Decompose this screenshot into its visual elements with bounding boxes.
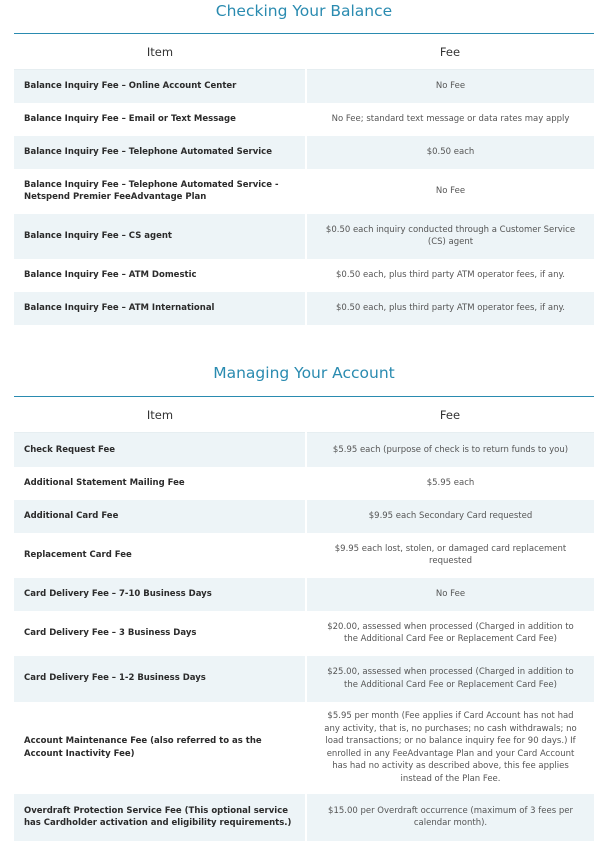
- fee-value: $0.50 each, plus third party ATM operator fees, if any.: [306, 259, 594, 292]
- table-row: [14, 656, 594, 702]
- column-header-fee: Fee: [306, 34, 594, 70]
- fee-value: $0.50 each, plus third party ATM operator fees, if any.: [306, 292, 594, 325]
- fee-value: $5.95 each (purpose of check is to return funds to you): [306, 433, 594, 467]
- fee-item-label: Account Maintenance Fee (also referred to as the Account Inactivity Fee): [14, 702, 306, 794]
- fee-value: No Fee: [306, 578, 594, 611]
- table-header-row: [14, 34, 594, 70]
- fee-item-label: Balance Inquiry Fee – Telephone Automated Service - Netspend Premier FeeAdvantage Plan: [14, 169, 306, 214]
- fee-item-label: Balance Inquiry Fee – Email or Text Message: [14, 103, 306, 136]
- fee-item-label: Overdraft Protection Service Fee (This optional service has Cardholder activation and eligibility requirements.): [14, 794, 306, 841]
- fee-item-label: Card Delivery Fee – 3 Business Days: [14, 611, 306, 656]
- table-row: [14, 578, 594, 611]
- fee-item-label: Additional Card Fee: [14, 500, 306, 533]
- column-header-fee: Fee: [306, 397, 594, 433]
- fee-value: $0.50 each inquiry conducted through a Customer Service (CS) agent: [306, 214, 594, 259]
- fee-item-label: Balance Inquiry Fee – CS agent: [14, 214, 306, 259]
- fee-value: $5.95 per month (Fee applies if Card Account has not had any activity, that is, no purchases; no cash withdrawals; no load transactions; or no balance inquiry fee for 90 days.) If enrolled in any FeeAdvantage Plan and your Card Account has had no activity as described above, this fee applies instead of the Plan Fee.: [306, 702, 594, 794]
- table-row: [14, 702, 594, 794]
- fee-value: $25.00, assessed when processed (Charged in addition to the Additional Card Fee or Replacement Card Fee): [306, 656, 594, 702]
- managing-account-fee-table: [14, 396, 594, 841]
- fee-item-label: Card Delivery Fee – 7-10 Business Days: [14, 578, 306, 611]
- checking-balance-fee-table: [14, 33, 594, 325]
- fee-item-label: Balance Inquiry Fee – Telephone Automated Service: [14, 136, 306, 169]
- fee-item-label: Additional Statement Mailing Fee: [14, 467, 306, 500]
- table-row: [14, 259, 594, 292]
- table-row: [14, 467, 594, 500]
- fee-value: No Fee; standard text message or data rates may apply: [306, 103, 594, 136]
- fee-value: No Fee: [306, 70, 594, 103]
- table-row: [14, 169, 594, 214]
- fee-item-label: Check Request Fee: [14, 433, 306, 467]
- table-row: [14, 500, 594, 533]
- column-header-item: Item: [14, 397, 306, 433]
- table-row: [14, 214, 594, 259]
- fee-value: $9.95 each lost, stolen, or damaged card replacement requested: [306, 533, 594, 578]
- fee-item-label: Balance Inquiry Fee – Online Account Center: [14, 70, 306, 103]
- section-title-checking-balance: Checking Your Balance: [215, 2, 393, 20]
- section-title-managing-account: Managing Your Account: [213, 364, 395, 382]
- fee-value: $9.95 each Secondary Card requested: [306, 500, 594, 533]
- table-row: [14, 533, 594, 578]
- fee-item-label: Balance Inquiry Fee – ATM Domestic: [14, 259, 306, 292]
- fee-value: $0.50 each: [306, 136, 594, 169]
- fee-item-label: Balance Inquiry Fee – ATM International: [14, 292, 306, 325]
- table-row: [14, 136, 594, 169]
- fee-value: $20.00, assessed when processed (Charged in addition to the Additional Card Fee or Replacement Card Fee): [306, 611, 594, 656]
- table-row: [14, 611, 594, 656]
- column-header-item: Item: [14, 34, 306, 70]
- table-row: [14, 103, 594, 136]
- fee-item-label: Card Delivery Fee – 1-2 Business Days: [14, 656, 306, 702]
- table-header-row: [14, 397, 594, 433]
- fee-value: $5.95 each: [306, 467, 594, 500]
- fee-value: No Fee: [306, 169, 594, 214]
- table-row: [14, 70, 594, 103]
- fee-value: $15.00 per Overdraft occurrence (maximum of 3 fees per calendar month).: [306, 794, 594, 841]
- table-row: [14, 292, 594, 325]
- fee-item-label: Replacement Card Fee: [14, 533, 306, 578]
- table-row: [14, 794, 594, 841]
- table-row: [14, 433, 594, 467]
